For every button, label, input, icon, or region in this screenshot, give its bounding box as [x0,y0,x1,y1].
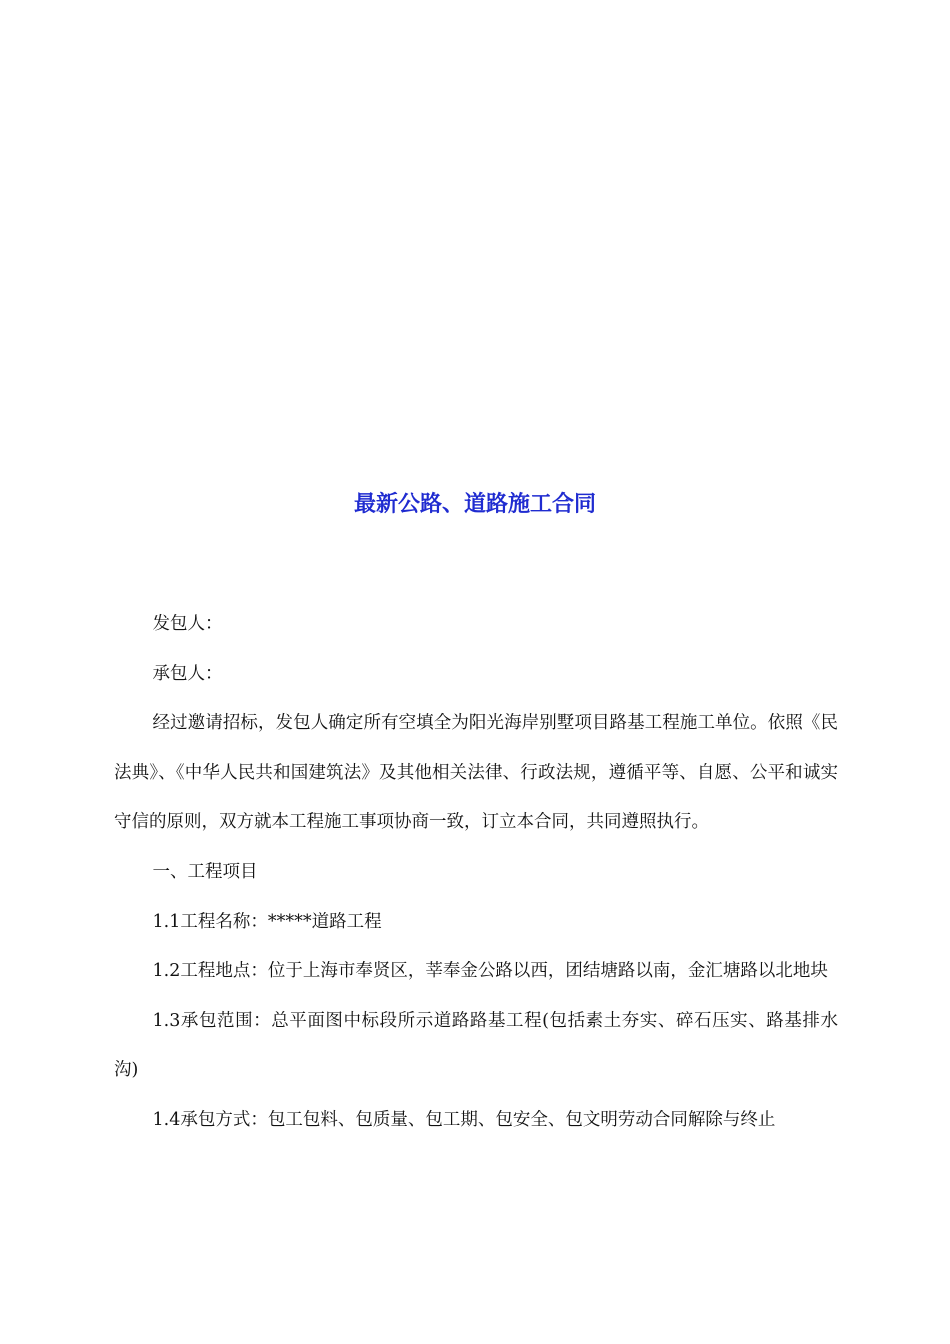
clause-1-1: 1.1工程名称：*****道路工程 [152,911,382,932]
clause-1-4: 1.4承包方式：包工包料、包质量、包工期、包安全、包文明劳动合同解除与终止 [152,1109,776,1130]
section-heading-project: 一、工程项目 [152,861,258,882]
clause-1-2: 1.2工程地点：位于上海市奉贤区，莘奉金公路以西，团结塘路以南，金汇塘路以北地块 [152,961,828,982]
document-body [114,600,838,1146]
party-b-line: 承包人： [152,663,223,684]
party-a-line: 发包人： [152,614,223,634]
clause-1-3: 1.3承包范围：总平面图中标段所示道路路基工程(包括素土夯实、碎石压实、路基排水沟) [114,1010,838,1081]
preamble-paragraph: 经过邀请招标，发包人确定所有空填全为阳光海岸别墅项目路基工程施工单位。依照《民法典》、《中华人民共和国建筑法》及其他相关法律、行政法规，遵循平等、自愿、公平和诚实守信的原则，双方就本工程施工事项协商一致，订立本合同，共同遵照执行。 [114,713,838,833]
document-title: 最新公路、道路施工合同 [353,491,596,517]
